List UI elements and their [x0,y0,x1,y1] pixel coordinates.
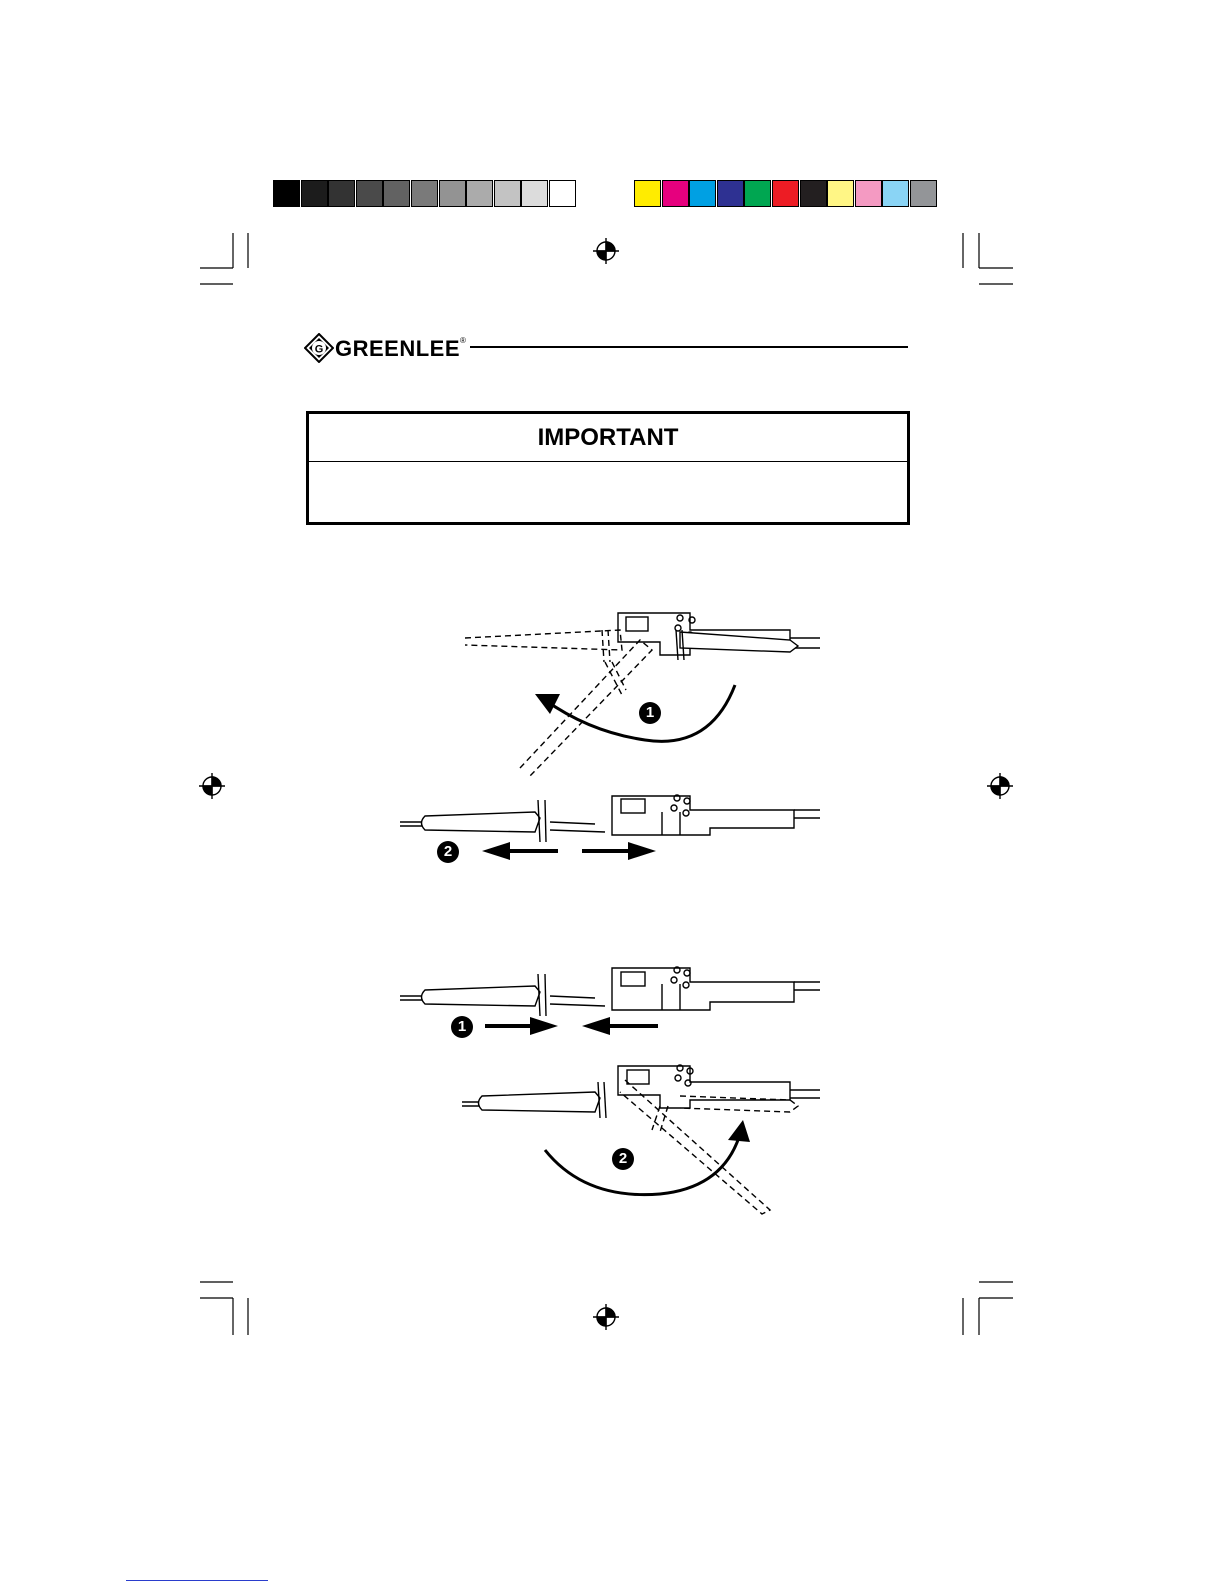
step-badge-1-store: 1 [451,1016,473,1038]
registered-mark: ® [460,336,467,345]
step-badge-2-store: 2 [612,1148,634,1170]
registration-target-right [987,773,1013,799]
step-badge-2-remove: 2 [437,841,459,863]
figure-store-probe [390,960,830,1220]
brand-name [335,336,466,362]
important-title: IMPORTANT [537,424,679,451]
important-notice-box [306,411,910,525]
registration-target-left [199,773,225,799]
logo-letter: G [314,343,324,356]
figure-remove-probe [390,600,830,880]
greenlee-logo-icon [304,333,334,363]
important-divider [309,461,907,462]
brand-name-text: GREENLEE [335,336,461,361]
registration-target-bottom [593,1304,619,1330]
registration-target-top [593,238,619,264]
bottom-link-underline [126,1580,268,1581]
step-badge-1-remove: 1 [639,702,661,724]
header-rule [470,346,908,348]
